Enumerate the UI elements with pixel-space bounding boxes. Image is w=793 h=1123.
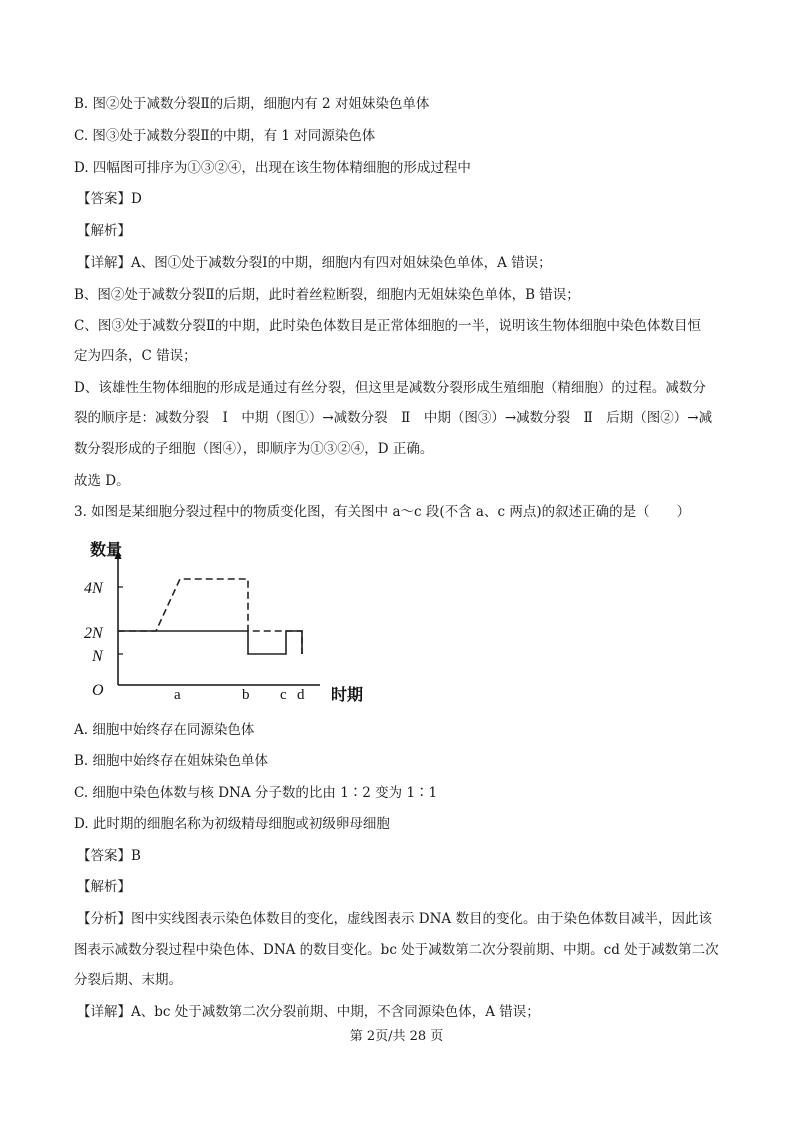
text-line: 图表示减数分裂过程中染色体、DNA 的数目变化。bc 处于减数第二次分裂前期、中期。cd 处于减数第二次 [74, 942, 719, 958]
x-axis-label: 时期 [331, 685, 364, 704]
option-d: D. 此时期的细胞名称为初级精母细胞或初级卵母细胞 [74, 816, 390, 832]
text-line: B、图②处于减数分裂Ⅱ的后期，此时着丝粒断裂，细胞内无姐妹染色单体，B 错误； [74, 287, 580, 303]
text-line: C、图③处于减数分裂Ⅱ的中期，此时染色体数目是正常体细胞的一半，说明该生物体细胞中染色体数目恒 [74, 318, 702, 334]
text-line: D、该雄性生物体细胞的形成是通过有丝分裂，但这里是减数分裂形成生殖细胞（精细胞）的过程。减数分 [74, 380, 706, 396]
text-line: 裂的顺序是：减数分裂 Ⅰ 中期（图①）→减数分裂 Ⅱ 中期（图③）→减数分裂 Ⅱ 后期（图②）→减 [74, 410, 713, 426]
text-line: C. 图③处于减数分裂Ⅱ的中期，有 1 对同源染色体 [74, 128, 376, 144]
answer-label: 【答案】B [77, 848, 141, 864]
text-line: 【详解】A、bc 处于减数第二次分裂前期、中期，不含同源染色体，A 错误； [77, 1004, 540, 1020]
analysis-label: 【解析】 [77, 879, 131, 895]
question-3-stem: 3. 如图是某细胞分裂过程中的物质变化图，有关图中 a～c 段(不含 a、c 两点)的叙述正确的是（ ） [74, 504, 691, 520]
x-tick-label: a [174, 687, 181, 703]
y-tick-label: N [92, 648, 103, 665]
text-line: 故选 D。 [74, 473, 130, 489]
text-line: D. 四幅图可排序为①③②④，出现在该生物体精细胞的形成过程中 [74, 160, 471, 176]
text-line: 【详解】A、图①处于减数分裂Ⅰ的中期，细胞内有四对姐妹染色单体，A 错误； [77, 255, 552, 271]
answer-label: 【答案】D [77, 191, 142, 207]
chart [84, 535, 378, 707]
text-line: 【分析】图中实线图表示染色体数目的变化，虚线图表示 DNA 数目的变化。由于染色体数目减半，因此该 [77, 911, 712, 927]
text-line: 分裂后期、末期。 [74, 972, 182, 988]
x-tick-label: d [297, 687, 305, 703]
text-line: 数分裂形成的子细胞（图④），即顺序为①③②④，D 正确。 [74, 441, 434, 457]
option-a: A. 细胞中始终存在同源染色体 [74, 722, 255, 738]
origin-label: O [92, 682, 104, 699]
analysis-label: 【解析】 [77, 223, 131, 239]
option-c: C. 细胞中染色体数与核 DNA 分子数的比由 1∶2 变为 1∶1 [74, 785, 438, 801]
text-line: B. 图②处于减数分裂Ⅱ的后期，细胞内有 2 对姐妹染色单体 [74, 96, 430, 112]
y-tick-label: 2N [84, 625, 103, 642]
page-footer: 第 2页/共 28 页 [349, 1029, 444, 1044]
option-b: B. 细胞中始终存在姐妹染色单体 [74, 753, 269, 769]
series-dna-dashed [118, 579, 302, 654]
y-axis-label: 数量 [90, 540, 123, 559]
text-line: 定为四条，C 错误； [74, 348, 197, 364]
x-tick-label: b [242, 687, 250, 703]
y-tick-label: 4N [84, 580, 103, 597]
x-tick-label: c [280, 687, 287, 703]
series-chromosome-solid [118, 631, 302, 654]
